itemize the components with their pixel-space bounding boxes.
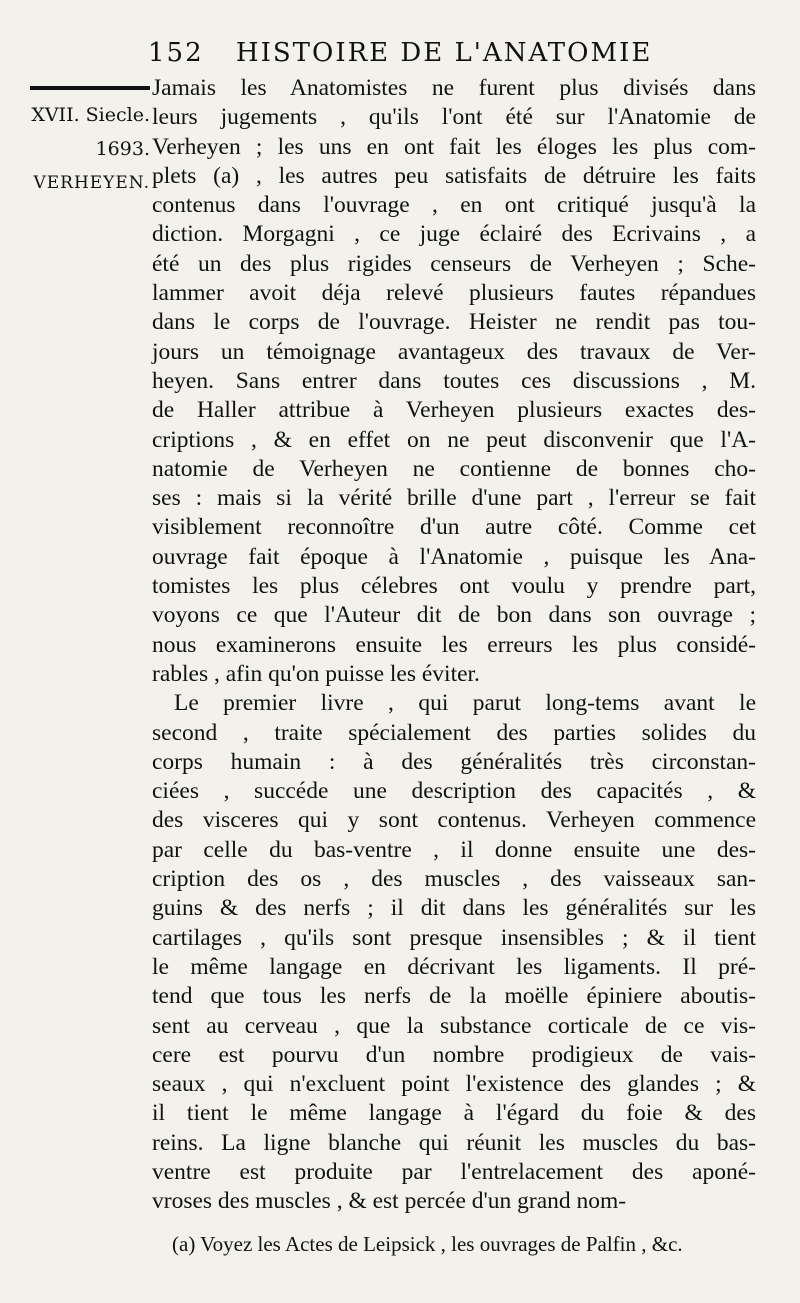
text-line: plets (a) , les autres peu satisfaits de détruire les faits	[152, 162, 756, 189]
text-line: il tient le même langage à l'égard du foie & des	[152, 1100, 756, 1127]
text-line: dans le corps de l'ouvrage. Heister ne rendit pas tou-	[152, 309, 756, 336]
text-line: cription des os , des muscles , des vaisseaux san-	[152, 866, 756, 893]
running-header	[148, 38, 748, 68]
text-line: Verheyen ; les uns en ont fait les éloges les plus com-	[152, 133, 756, 160]
text-line: tomistes les plus célebres ont voulu y prendre part,	[152, 573, 756, 600]
text-line: lammer avoit déja relevé plusieurs fautes répandues	[152, 280, 756, 307]
text-line: de Haller attribue à Verheyen plusieurs exactes des-	[152, 397, 756, 424]
text-line: contenus dans l'ouvrage , en ont critiqué jusqu'à la	[152, 192, 756, 219]
running-title: HISTOIRE DE L'ANATOMIE	[235, 38, 653, 68]
text-line: sent au cerveau , que la substance corticale de ce vis-	[152, 1012, 756, 1039]
text-line: cartilages , qu'ils sont presque insensibles ; & il tient	[152, 924, 756, 951]
text-line: le même langage en décrivant les ligaments. Il pré-	[152, 953, 756, 980]
margin-notes	[14, 80, 150, 200]
text-line: Jamais les Anatomistes ne furent plus divisés dans	[152, 75, 756, 101]
text-line: diction. Morgagni , ce juge éclairé des Ecrivains , a	[152, 221, 756, 248]
text-line: ses : mais si la vérité brille d'une part , l'erreur se fait	[152, 485, 756, 512]
text-line: guins & des nerfs ; il dit dans les généralités sur les	[152, 895, 756, 922]
text-line: nous examinerons ensuite les erreurs les plus considé-	[152, 631, 756, 658]
text-line: ouvrage fait époque à l'Anatomie , puisque les Ana-	[152, 543, 756, 570]
text-line: leurs jugements , qu'ils l'ont été sur l'Anatomie de	[152, 104, 756, 131]
text-line: reins. La ligne blanche qui réunit les muscles du bas-	[152, 1129, 756, 1156]
text-line: tend que tous les nerfs de la moëlle épiniere aboutis-	[152, 983, 756, 1010]
text-line: seaux , qui n'excluent point l'existence des glandes ; &	[152, 1071, 756, 1098]
margin-year: 1693.	[95, 138, 150, 160]
text-line: cere est pourvu d'un nombre prodigieux de vais-	[152, 1041, 756, 1068]
text-line: corps humain : à des généralités très circonstan-	[152, 748, 756, 775]
text-line: rables , afin qu'on puisse les éviter.	[152, 660, 480, 687]
text-line: second , traite spécialement des parties solides du	[152, 719, 756, 746]
footnote: (a) Voyez les Actes de Leipsick , les ouvrages de Palfin , &c.	[172, 1232, 683, 1256]
text-line: ciées , succéde une description des capacités , &	[152, 778, 756, 805]
text-line: Le premier livre , qui parut long-tems avant le	[174, 690, 756, 717]
body-text	[152, 74, 756, 1217]
text-line: vroses des muscles , & est percée d'un grand nom-	[152, 1188, 627, 1215]
text-line: par celle du bas-ventre , il donne ensuite une des-	[152, 836, 756, 863]
text-line: criptions , & en effet on ne peut disconvenir que l'A-	[152, 426, 756, 453]
text-line: voyons ce que l'Auteur dit de bon dans son ouvrage ;	[152, 602, 756, 629]
text-line: jours un témoignage avantageux des travaux de Ver-	[152, 338, 756, 365]
text-line: heyen. Sans entrer dans toutes ces discussions , M.	[152, 367, 756, 394]
page-number: 152	[148, 38, 204, 68]
text-line: natomie de Verheyen ne contienne de bonnes cho-	[152, 455, 756, 482]
text-line: visiblement reconnoître d'un autre côté. Comme cet	[152, 514, 756, 541]
text-line: des visceres qui y sont contenus. Verheyen commence	[152, 807, 756, 834]
margin-author: VERHEYEN.	[33, 173, 150, 193]
margin-century: XVII. Siecle.	[31, 104, 150, 126]
text-line: ventre est produite par l'entrelacement des aponé-	[152, 1158, 756, 1185]
margin-rule	[30, 86, 150, 90]
text-line: été un des plus rigides censeurs de Verheyen ; Sche-	[152, 250, 756, 277]
